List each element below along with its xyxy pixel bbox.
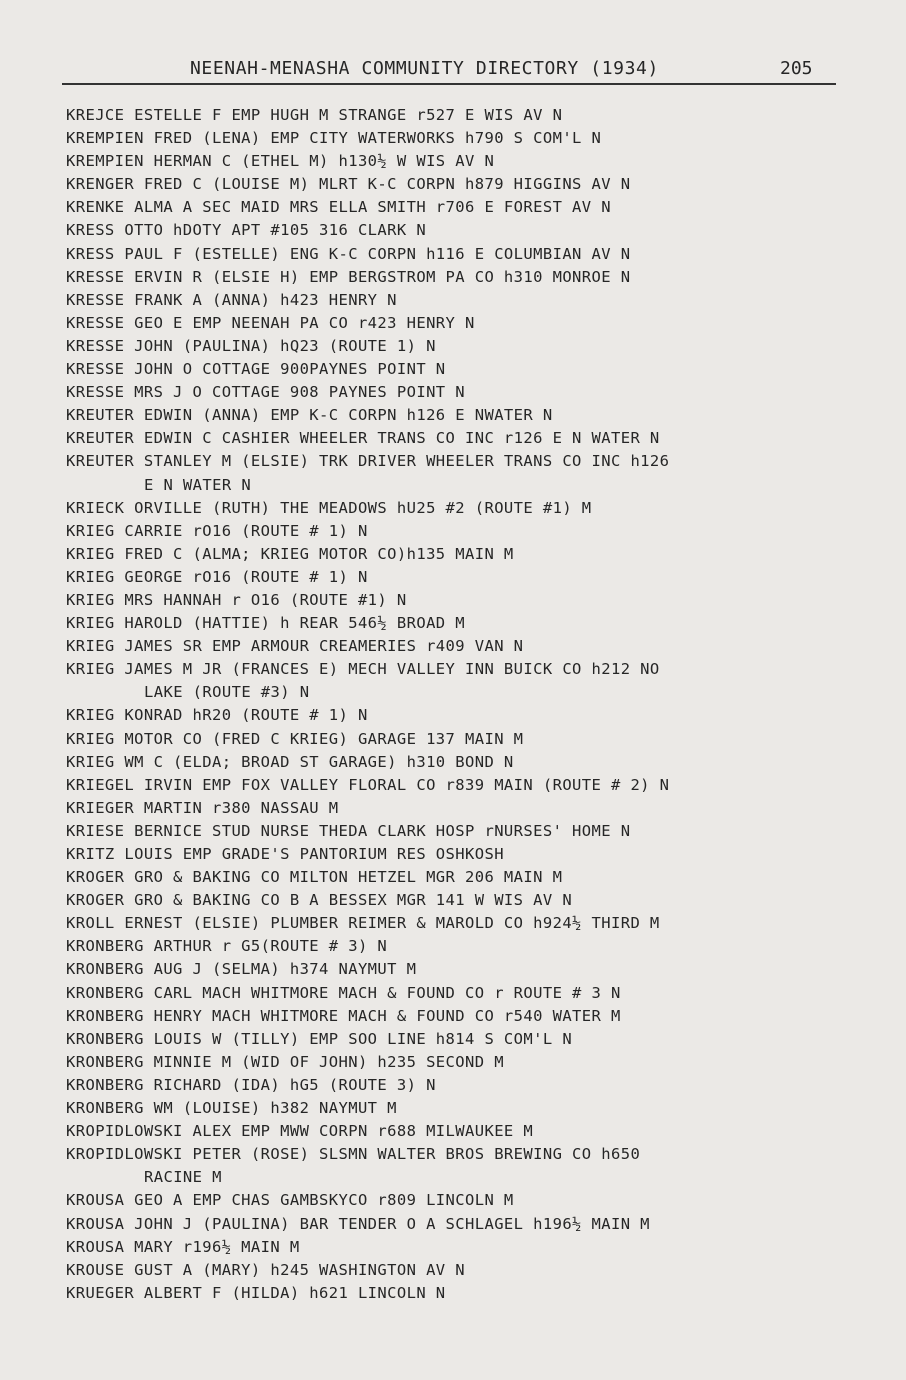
- directory-entry: KROLL ERNEST (ELSIE) PLUMBER REIMER & MAROLD CO h924½ THIRD M: [66, 914, 660, 933]
- directory-entry: KRONBERG RICHARD (IDA) hG5 (ROUTE 3) N: [66, 1075, 436, 1094]
- directory-entry: KRESSE ERVIN R (ELSIE H) EMP BERGSTROM PA CO h310 MONROE N: [66, 267, 631, 286]
- directory-entry: KROUSA JOHN J (PAULINA) BAR TENDER O A SCHLAGEL h196½ MAIN M: [66, 1214, 650, 1233]
- directory-entry: KRONBERG ARTHUR r G5(ROUTE # 3) N: [66, 937, 388, 956]
- directory-entry: KRIEG WM C (ELDA; BROAD ST GARAGE) h310 BOND N: [66, 752, 514, 771]
- directory-entry: KREJCE ESTELLE F EMP HUGH M STRANGE r527 E WIS AV N: [66, 106, 563, 124]
- directory-entry: KREMPIEN FRED (LENA) EMP CITY WATERWORKS h790 S COM'L N: [66, 129, 602, 148]
- directory-entry: KRIEGEL IRVIN EMP FOX VALLEY FLORAL CO r839 MAIN (ROUTE # 2) N: [66, 775, 670, 794]
- directory-entry: KROGER GRO & BAKING CO MILTON HETZEL MGR 206 MAIN M: [66, 868, 563, 887]
- directory-entry: KRIEG JAMES SR EMP ARMOUR CREAMERIES r409 VAN N: [66, 637, 524, 656]
- directory-entry: KRONBERG LOUIS W (TILLY) EMP SOO LINE h814 S COM'L N: [66, 1029, 573, 1048]
- directory-entry: KRIESE BERNICE STUD NURSE THEDA CLARK HOSP rNURSES' HOME N: [66, 821, 631, 840]
- entry-continuation: E N WATER N: [144, 475, 252, 494]
- header-rule: [62, 83, 836, 85]
- entry-continuation: RACINE M: [144, 1168, 222, 1187]
- directory-entry: KRIEG CARRIE rO16 (ROUTE # 1) N: [66, 521, 368, 540]
- directory-entry: KRIEGER MARTIN r380 NASSAU M: [66, 798, 339, 817]
- directory-entry: KRONBERG HENRY MACH WHITMORE MACH & FOUND CO r540 WATER M: [66, 1006, 621, 1025]
- entry-continuation: LAKE (ROUTE #3) N: [144, 683, 310, 702]
- directory-entry: KREUTER EDWIN (ANNA) EMP K-C CORPN h126 E NWATER N: [66, 406, 553, 425]
- directory-entry: KRONBERG MINNIE M (WID OF JOHN) h235 SECOND M: [66, 1052, 504, 1071]
- directory-entry: KRIEG MRS HANNAH r O16 (ROUTE #1) N: [66, 590, 407, 609]
- directory-entry: KREMPIEN HERMAN C (ETHEL M) h130½ W WIS AV N: [66, 152, 495, 171]
- directory-entry: KRONBERG AUG J (SELMA) h374 NAYMUT M: [66, 960, 417, 979]
- directory-entry: KRUEGER ALBERT F (HILDA) h621 LINCOLN N: [66, 1283, 446, 1302]
- directory-entry: KRESSE JOHN (PAULINA) hQ23 (ROUTE 1) N: [66, 336, 436, 355]
- directory-entry: KROPIDLOWSKI PETER (ROSE) SLSMN WALTER BROS BREWING CO h650: [66, 1145, 641, 1164]
- directory-entry: KRESSE JOHN O COTTAGE 900PAYNES POINT N: [66, 360, 446, 379]
- directory-entry: KRESSE GEO E EMP NEENAH PA CO r423 HENRY N: [66, 313, 475, 332]
- directory-entry: KRONBERG CARL MACH WHITMORE MACH & FOUND CO r ROUTE # 3 N: [66, 983, 621, 1002]
- directory-entry: KROUSA MARY r196½ MAIN M: [66, 1237, 300, 1256]
- directory-entry: KRIEG GEORGE rO16 (ROUTE # 1) N: [66, 567, 368, 586]
- directory-entry: KREUTER STANLEY M (ELSIE) TRK DRIVER WHEELER TRANS CO INC h126: [66, 452, 670, 471]
- directory-entry: KRONBERG WM (LOUISE) h382 NAYMUT M: [66, 1099, 397, 1118]
- directory-entry: KRENKE ALMA A SEC MAID MRS ELLA SMITH r706 E FOREST AV N: [66, 198, 611, 217]
- directory-entry: KRESSE FRANK A (ANNA) h423 HENRY N: [66, 290, 397, 309]
- directory-entry: KROPIDLOWSKI ALEX EMP MWW CORPN r688 MILWAUKEE M: [66, 1122, 534, 1141]
- directory-entry: KRESS OTTO hDOTY APT #105 316 CLARK N: [66, 221, 427, 240]
- page-header: [0, 56, 906, 84]
- directory-entries: [66, 104, 846, 1305]
- directory-entry: KROUSA GEO A EMP CHAS GAMBSKYCO r809 LINCOLN M: [66, 1191, 514, 1210]
- directory-entry: KROUSE GUST A (MARY) h245 WASHINGTON AV N: [66, 1260, 466, 1279]
- directory-entry: KRITZ LOUIS EMP GRADE'S PANTORIUM RES OSHKOSH: [66, 845, 504, 863]
- directory-entry: KRESS PAUL F (ESTELLE) ENG K-C CORPN h116 E COLUMBIAN AV N: [66, 244, 631, 263]
- directory-entry: KRENGER FRED C (LOUISE M) MLRT K-C CORPN h879 HIGGINS AV N: [66, 175, 631, 194]
- page-number: 205: [780, 58, 813, 79]
- directory-entry: KRESSE MRS J O COTTAGE 908 PAYNES POINT N: [66, 383, 466, 402]
- page-title: NEENAH-MENASHA COMMUNITY DIRECTORY (1934): [190, 58, 659, 79]
- directory-entry: KRIEG FRED C (ALMA; KRIEG MOTOR CO)h135 MAIN M: [66, 544, 514, 563]
- directory-entry: KRIEG JAMES M JR (FRANCES E) MECH VALLEY INN BUICK CO h212 NO: [66, 660, 660, 679]
- directory-entry: KRIEG KONRAD hR20 (ROUTE # 1) N: [66, 706, 368, 725]
- directory-entry: KRIEG HAROLD (HATTIE) h REAR 546½ BROAD M: [66, 614, 466, 633]
- directory-entry: KREUTER EDWIN C CASHIER WHEELER TRANS CO INC r126 E N WATER N: [66, 429, 660, 448]
- directory-entry: KRIECK ORVILLE (RUTH) THE MEADOWS hU25 #2 (ROUTE #1) M: [66, 498, 592, 517]
- directory-entry: KRIEG MOTOR CO (FRED C KRIEG) GARAGE 137 MAIN M: [66, 729, 524, 748]
- directory-entry: KROGER GRO & BAKING CO B A BESSEX MGR 141 W WIS AV N: [66, 891, 573, 910]
